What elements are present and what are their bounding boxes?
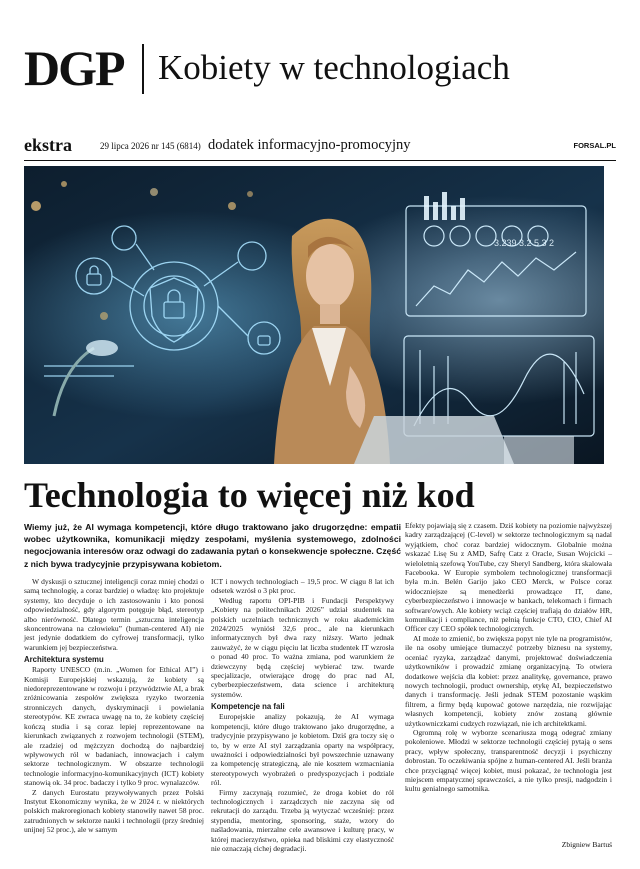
subheading: Kompetencje na fali bbox=[211, 702, 285, 712]
paragraph: Firmy zaczynają rozumieć, że droga kobiet do ról technologicznych i zarządczych nie zaczyna się od rekrutacji do zarządu. Trzeba ją wytyczać wcześniej: przez stypendia, mentoring, sponsoring, staże, wzory do naśladowania, mierzalne cele awansowe i kulturę pracy, w której macierzyństwo, opieka nad bliskimi czy elastyczność nie oznaczają cichej degradacji. bbox=[211, 787, 394, 853]
paragraph: Z danych Eurostatu przywoływanych przez Polski Instytut Ekonomiczny wynika, że w 2024 r. w niektórych polskich makroregionach kobiety stanowiły nawet 58 proc. zatrudnionych w sektorze nauki i technologii (przy średniej unijnej 52 proc.), ale w samym bbox=[24, 787, 204, 835]
dgp-logo: DGP bbox=[24, 40, 124, 96]
svg-text:3.239 3.2 5 3 2: 3.239 3.2 5 3 2 bbox=[494, 238, 555, 248]
edition-label: ekstra bbox=[24, 135, 72, 155]
masthead bbox=[24, 38, 616, 98]
header-rule bbox=[24, 160, 616, 161]
article-column-1 bbox=[24, 577, 204, 835]
paragraph: Europejskie analizy pokazują, że AI wymaga kompetencji, które długo traktowano jako drugorzędne, a tradycyjnie przypisywano je kobietom. Dziś gra toczy się o to, by w erze AI styl zarządzania oparty na współpracy, uważności i odpowiedzialności był powszechnie uznawany za kompetencję strategiczną, ale nie kosztem wzmacniania stereotypowych wyobrażeń o predyspozycjach i podziale ról. bbox=[211, 712, 394, 788]
paragraph: Według raportu OPI-PIB i Fundacji Perspektywy „Kobiety na politechnikach 2026” udział studentek na polskich uczelniach technicznych w roku akademickim 2024/2025 wyniósł 32,6 proc., ale na kierunkach informatycznych był dwa razy niższy. Warto jednak zauważyć, że w ciągu pięciu lat liczba studentek IT wzrosła o ponad 40 proc. To ważna zmiana, pod warunkiem że dziewczyny będą częściej wybierać tzw. twarde specjalizacje, otwierające drogę do prac nad AI, cyberbezpieczeństwem, data science i architekturą systemów. bbox=[211, 595, 394, 699]
supplement-title: Kobiety w technologiach bbox=[158, 48, 510, 87]
site-name[interactable]: FORSAL.PL bbox=[573, 141, 616, 150]
paragraph: W dyskusji o sztucznej inteligencji coraz mniej chodzi o samą technologię, a coraz bardziej o władzę: kto projektuje systemy, kto decyduje o ich zastosowaniu i kto ponosi odpowiedzialność, gdy algorytm potęguje błąd, stereotyp albo nierówność. Dlatego termin „sztuczna inteligencja skoncentrowana na człowieku” (human-centered AI) nie jest jedynie dodatkiem do cyfrowej transformacji, tylko warunkiem jej bezpieczeństwa. bbox=[24, 577, 204, 652]
issue-dateline: 29 lipca 2026 nr 145 (6814) bbox=[100, 141, 201, 151]
paragraph: Efekty pojawiają się z czasem. Dziś kobiety na poziomie najwyższej kadry zarządzającej (C-level) w sektorze technologicznym są nadal wyjątkiem, choć coraz bardziej widocznym. Globalnie można wskazać Lisę Su z AMD, Safrę Catz z Oracle, Susan Wojcicki – wieloletnią szefową YouTube, czy Sheryl Sandberg, która skalowała Facebooka. W Europie symbolem technologicznej transformacji była m.in. Belén Garijo jako CEO Merck, w Polsce coraz widoczniejsze są menedżerki prowadzące IT, dane, cyberbezpieczeństwo i innowacje w bankach, telekomach i firmach software'owych. Ale kobiety wciąż częściej trafiają do działów HR, komunikacji i compliance, niż pełnią funkcje CTO, CIO, Chief AI Officer czy CEO spółek technologicznych. bbox=[405, 521, 612, 634]
paragraph: Raporty UNESCO (m.in. „Women for Ethical AI”) i Komisji Europejskiej wskazują, że kobiety są niedoreprezentowane w rozwoju i przywództwie AI, a brak zróżnicowania zespołów zwiększa ryzyko tworzenia stronniczych danych, dyskryminacji i powielania stereotypów. KE zwraca uwagę na to, że kobiety częściej kończą studia i są coraz lepiej reprezentowane na kierunkach związanych z rozwojem technologii (STEM), ale rzadziej od mężczyzn dochodzą do najbardziej wpływowych ról w badaniach, innowacjach i całym sektorze technologicznym. W obszarze technologii technologie informacyjno-komunikacyjnych (ICT) kobiety stanowią ok. 34 proc. badaczy i tylko 9 proc. wynalazców. bbox=[24, 665, 204, 788]
promo-addon-label: dodatek informacyjno-promocyjny bbox=[208, 137, 411, 153]
paragraph: ICT i nowych technologiach – 19,5 proc. W ciągu 8 lat ich odsetek wzrósł o 3 pkt proc. bbox=[211, 577, 394, 596]
hero-illustration bbox=[24, 166, 604, 464]
article-column-3 bbox=[405, 521, 612, 794]
info-bar bbox=[24, 135, 616, 157]
paragraph: Ogromną rolę w wyborze scenariusza mogą odegrać zmiany pokoleniowe. Młodzi w sektorze technologii częściej pytają o sens pracy, wpływ społeczny, transparentność decyzji i psychiczny dobrostan. To oczekiwania spójne z human-centered AI. Jeśli branża chce przyciągnąć więcej kobiet, musi pokazać, że technologia jest miejscem empatycznej sprawczości, a nie tylko presji, nadgodzin i kultu genialnego samotnika. bbox=[405, 727, 612, 794]
hero-photo bbox=[24, 166, 604, 464]
author-byline: Zbigniew Bartuś bbox=[561, 840, 612, 849]
article-lead: Wiemy już, że AI wymaga kompetencji, które długo traktowano jako drugorzędne: empatii wobec użytkownika, komunikacji między zespołami, myślenia systemowego, zdolności negocjowania interesów oraz odwagi do zadawania pytań o konsekwencje społeczne. Część z nich bywa tradycyjnie przypisywana kobietom. bbox=[24, 522, 401, 569]
subheading: Architektura systemu bbox=[24, 655, 104, 665]
article-headline: Technologia to więcej niż kod bbox=[24, 475, 475, 515]
article-column-2 bbox=[211, 577, 394, 853]
masthead-divider bbox=[142, 44, 144, 94]
paragraph: AI może to zmienić, bo zwiększa popyt nie tyle na programistów, ile na osoby umiejące tłumaczyć potrzeby biznesu na systemy, oceniać ryzyka, zarządzać danymi, projektować doświadczenia użytkowników i prowadzić zmianę organizacyjną. To otwiera dodatkowe wejścia dla kobiet: przez analitykę, governance, prawo nowych technologii, product ownership, etykę AI, bezpieczeństwo danych i transformację. Jeśli jednak STEM pozostanie wąskim filtrem, a firmy będą kupować gotowe narzędzia, nie rozwijając własnych kompetencji, kobiety znów zostaną głównie użytkowniczkami cudzych rozwiązań, nie ich architektkami. bbox=[405, 633, 612, 728]
